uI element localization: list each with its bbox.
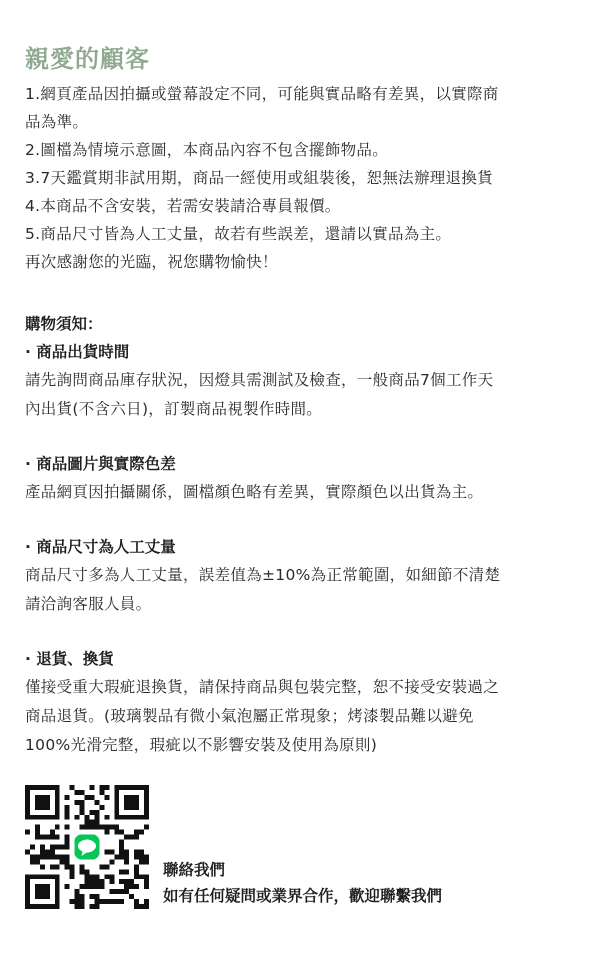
- notice-line: 2.圖檔為情境示意圖，本商品內容不包含擺飾物品。: [25, 141, 388, 159]
- section-returns: [25, 645, 573, 760]
- section-line: 產品網頁因拍攝關係，圖檔顏色略有差異，實際顏色以出貨為主。: [25, 483, 484, 501]
- section-title: · 退貨、換貨: [25, 650, 114, 668]
- contact-area: [25, 785, 573, 915]
- section-line: 請先詢問商品庫存狀況，因燈具需測試及檢查，一般商品7個工作天: [25, 371, 494, 389]
- section-line: 100%光滑完整，瑕疵以不影響安裝及使用為原則): [25, 736, 378, 754]
- contact-info: [163, 857, 442, 909]
- notice-title: 親愛的顧客: [25, 45, 150, 73]
- section-line: 商品退貨。(玻璃製品有微小氣泡屬正常現象；烤漆製品難以避免: [25, 707, 474, 725]
- section-line: 僅接受重大瑕疵退換貨，請保持商品與包裝完整，恕不接受安裝過之: [25, 678, 500, 696]
- notice-line: 再次感謝您的光臨，祝您購物愉快！: [25, 253, 278, 271]
- line-qr-code-icon[interactable]: [25, 785, 149, 909]
- notice-line: 5.商品尺寸皆為人工丈量，故若有些誤差，還請以實品為主。: [25, 225, 452, 243]
- section-title: · 商品尺寸為人工丈量: [25, 538, 176, 556]
- section-color-difference: [25, 450, 573, 507]
- section-line: 請洽詢客服人員。: [25, 595, 152, 613]
- section-shipping: [25, 338, 573, 424]
- contact-text: 如有任何疑問或業界合作，歡迎聯繫我們: [163, 887, 443, 905]
- shopping-heading: 購物須知：: [25, 315, 103, 333]
- notice-line: 品為準。: [25, 113, 89, 131]
- notice-list: [25, 80, 573, 276]
- section-line: 商品尺寸多為人工丈量，誤差值為±10%為正常範圍，如細節不清楚: [25, 566, 501, 584]
- contact-title: 聯絡我們: [163, 861, 226, 879]
- notice-line: 4.本商品不含安裝，若需安裝請洽專員報價。: [25, 197, 341, 215]
- notice-line: 3.7天鑑賞期非試用期，商品一經使用或組裝後，恕無法辦理退換貨: [25, 169, 493, 187]
- notice-line: 1.網頁產品因拍攝或螢幕設定不同，可能與實品略有差異，以實際商: [25, 85, 499, 103]
- section-size: [25, 533, 573, 619]
- section-line: 內出貨(不含六日)，訂製商品視製作時間。: [25, 400, 323, 418]
- section-title: · 商品出貨時間: [25, 343, 130, 361]
- content: [25, 44, 573, 760]
- section-title: · 商品圖片與實際色差: [25, 455, 176, 473]
